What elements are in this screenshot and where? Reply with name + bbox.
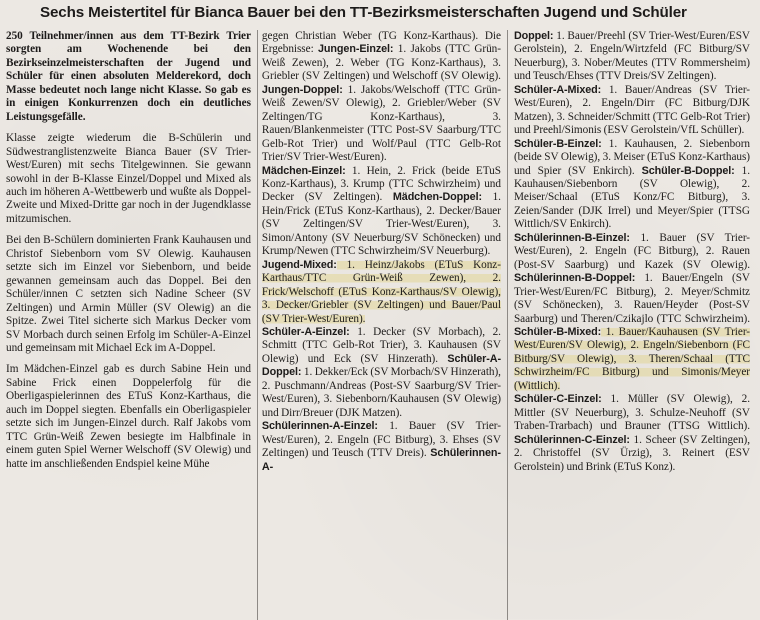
schuelerinnen-a-einzel-results: 1. Bauer (SV Trier-West/Euren), 2. Engeln (FC Bitburg), 3. Ehses (SV Zeltingen) und Teusch (TTV Dreis). — [261, 420, 501, 460]
results-schueler-c — [514, 393, 750, 474]
article-column-1 — [6, 30, 257, 620]
schuelerinnen-b-doppel-label: Schülerinnen-B-Doppel: — [513, 272, 636, 285]
article-paragraph-bianca-bauer: Klasse zeigte wiederum die B-Schülerin und Südwestranglistenzweite Bianca Bauer (SV Trier-West/Euren) mit sechs Titelgewinnen. Sie gewann sowohl in der B-Klasse Einzel/Doppel und Mixed als auch im höheren A-Wettbewerb und wußte als Doppel-Zweite und Mixed-Dritte gar noch in der Jugendklasse mitzumischen. — [6, 132, 251, 225]
maedchen-doppel-results: 1. Hein/Frick (ETuS Konz-Karthaus), 2. Decker/Bauer (SV Zeltingen/SV Trier-West/Euren), 3. Simon/Antony (SV Neuerburg/SV Schönecken) und Krump/Newen (TTC Schwirzheim/SV Neuerburg). — [261, 191, 501, 258]
jungen-einzel-results: 1. Jakobs (TTC Grün-Weiß Zewen), 2. Weber (TG Konz-Karthaus), 3. Griebler (SV Zeltingen) und Welschoff (SV Olewig). — [261, 43, 501, 83]
schuelerinnen-c-einzel-results: 1. Scheer (SV Zeltingen), 2. Christoffel (SV Ürzig), 3. Reinert (ESV Gerolstein) und Brink (ETuS Konz). — [513, 433, 750, 473]
schueler-a-doppel-results: 1. Dekker/Eck (SV Morbach/SV Hinzerath), 2. Puschmann/Andreas (Post-SV Saarburg/SV Trier-West/Euren), 3. Siebenborn/Kauhausen (SV Olewig) und Dirr/Breuer (DJK Matzen). — [261, 366, 501, 419]
schuelerinnen-b-einzel-label: Schülerinnen-B-Einzel: — [513, 231, 630, 244]
results-schueler-b — [514, 138, 750, 232]
schueler-c-einzel-results: 1. Müller (SV Olewig), 2. Mittler (SV Neuerburg), 3. Schulze-Neuhoff (SV Traben-Trarbach) und Brauner (TTSG Wittlich). — [513, 393, 750, 433]
results-schueler-a — [262, 326, 501, 420]
maedchen-einzel-results: 1. Hein, 2. Frick (beide ETuS Konz-Karthaus), 3. Krump (TTC Schwirzheim) und Decker (SV Zeltingen). — [261, 164, 501, 204]
article-paragraph-maedchen-jungen: Im Mädchen-Einzel gab es durch Sabine Hein und Sabine Frick einen Doppelerfolg für die Oberligaspielerinnen des ETuS Konz-Karthaus, die auch im Doppel siegten. Ebenfalls ein Oberligaspieler setzte sich im Jungen-Einzel durch. Ralf Jakobs vom TTC Grün-Weiß Zewen besiegte im Halbfinale in einem guten Spiel Werner Welschoff (SV Olewig) und hatte im anschließenden Endspiel keine Mühe — [6, 363, 251, 470]
results-intro — [262, 30, 501, 165]
jugend-mixed-label: Jugend-Mixed: — [261, 258, 337, 271]
results-schuelerinnen-a — [262, 420, 501, 474]
maedchen-doppel-label: Mädchen-Doppel: — [392, 191, 482, 204]
maedchen-einzel-label: Mädchen-Einzel: — [261, 164, 346, 177]
article-headline: Sechs Meistertitel für Bianca Bauer bei den TT-Bezirksmeisterschaften Jugend und Schüler — [40, 4, 687, 21]
results-schuelerinnen-a-doppel — [514, 30, 750, 84]
schueler-a-einzel-results: 1. Decker (SV Morbach), 2. Schmitt (TTC Gelb-Rot Trier), 3. Kauhausen (SV Olewig) und Eck (SV Hinzerath). — [261, 325, 501, 365]
schueler-b-einzel-results: 1. Kauhausen, 2. Siebenborn (beide SV Olewig), 3. Meiser (ETuS Konz-Karthaus) und Spier (SV Enkirch). — [513, 137, 750, 177]
jungen-einzel-label: Jungen-Einzel: — [318, 43, 394, 56]
schueler-c-einzel-label: Schüler-C-Einzel: — [513, 393, 602, 406]
article-paragraph-b-schueler: Bei den B-Schülern dominierten Frank Kauhausen und Christof Siebenborn vom SV Olewig. Kauhausen setzte sich im Einzel vor Siebenborn, und beide gewannen gemeinsam auch das Doppel. Bei den Schüler/innen C setzten sich Nadine Scheer (SV Zeltingen) und Armin Müller (SV Olewig) an die Spitze. Zwei Titel sicherte sich Markus Decker vom SV Morbach durch seinen Erfolg im Schüler-A-Einzel und gemeinsam mit Michael Eck im A-Doppel. — [6, 234, 251, 354]
schuelerinnen-b-einzel-results: 1. Bauer (SV Trier-West/Euren), 2. Engeln (FC Bitburg), 2. Rauen (Post-SV Saarburg) und Kazek (SV Olewig). — [513, 231, 750, 271]
results-maedchen — [262, 165, 501, 259]
schuelerinnen-a-doppel-results: 1. Bauer/Preehl (SV Trier-West/Euren/ESV Gerolstein), 2. Engeln/Wirtzfeld (FC Bitburg/SV Neuerburg), 3. Nober/Meutes (TTV Rommersheim) und Teusch/Ehses (TTV Dreis/SV Zeltingen). — [513, 30, 750, 83]
schueler-a-einzel-label: Schüler-A-Einzel: — [261, 325, 350, 338]
article-column-2 — [257, 30, 507, 620]
schueler-b-mixed-label: Schüler-B-Mixed: — [513, 325, 602, 338]
results-intro-text: gegen Christian Weber (TG Konz-Karthaus). Die Ergebnisse: — [261, 30, 501, 56]
jungen-doppel-label: Jungen-Doppel: — [261, 83, 343, 96]
schueler-b-mixed-results: 1. Bauer/Kauhausen (SV Trier-West/Euren/SV Olewig), 2. Engeln/Siebenborn (FC Bitburg/SV Olewig), 3. Theren/Schaal (TTC Schwirzheim/FC Bitburg) und Simonis/Meyer (Wittlich). — [513, 325, 750, 392]
results-schuelerinnen-b — [514, 232, 750, 393]
results-schueler-a-mixed — [514, 84, 750, 138]
schueler-a-mixed-results: 1. Bauer/Andreas (SV Trier-West/Euren), 2. Engeln/Dirr (FC Bitburg/DJK Matzen), 3. Schneider/Schmitt (TTC Gelb-Rot Trier) und Preehl/Simonis (ESV Gerolstein/VfL Schüller). — [513, 83, 750, 137]
schueler-b-doppel-results: 1. Kauhausen/Siebenborn (SV Olewig), 2. Meiser/Schaal (ETuS Konz/FC Bitburg), 3. Zeien/Sander (DJK Irrel) und Meyer/Spier (TTSG Wittlich/SV Enkirch). — [513, 164, 750, 231]
schueler-a-doppel-label: Schüler-A-Doppel: — [261, 352, 501, 379]
jungen-doppel-results: 1. Jakobs/Welschoff (TTC Grün-Weiß Zewen/SV Olewig), 2. Griebler/Weber (SV Zeltingen/TG Konz-Karthaus), 3. Rauen/Blankenmeister (TTC Post-SV Saarburg/TTC Gelb-Rot Trier) und Wolf/Paul (TTC Gelb-Rot Trier/SV Trier-West/Euren). — [261, 83, 501, 164]
results-jugend-mixed — [262, 259, 501, 326]
schueler-b-einzel-label: Schüler-B-Einzel: — [513, 137, 602, 150]
article-lead-paragraph: 250 Teilnehmer/innen aus dem TT-Bezirk Trier sorgten am Wochenende bei den Bezirkseinzelmeisterschaften der Jugend und Schüler für einen absoluten Melderekord, doch Masse bedeutet noch lange nicht Klasse. So gab es in einigen Konkurrenzen doch ein deutliches Leistungsgefälle. — [6, 30, 251, 123]
schuelerinnen-a-doppel-label-start: Schülerinnen-A- — [261, 447, 501, 473]
schuelerinnen-a-doppel-label: Doppel: — [513, 30, 554, 42]
schuelerinnen-b-doppel-results: 1. Bauer/Engeln (SV Trier-West/Euren/FC Bitburg), 2. Meyer/Schmitz (SV Schönecken), 3. Rauen/Heyder (Post-SV Saarburg) und Theren/Czikajlo (TTC Schwirzheim). — [513, 272, 750, 325]
jugend-mixed-results: 1. Heinz/Jakobs (ETuS Konz-Karthaus/TTC Grün-Weiß Zewen), 2. Frick/Welschoff (ETuS Konz-Karthaus/SV Olewig), 3. Decker/Griebler (SV Zeltingen) und Bauer/Paul (SV Trier-West/Euren). — [261, 258, 501, 325]
article-columns — [6, 30, 754, 620]
schueler-a-mixed-label: Schüler-A-Mixed: — [513, 83, 602, 96]
schueler-b-doppel-label: Schüler-B-Doppel: — [641, 164, 735, 177]
schuelerinnen-c-einzel-label: Schülerinnen-C-Einzel: — [513, 433, 630, 446]
schuelerinnen-a-einzel-label: Schülerinnen-A-Einzel: — [261, 420, 378, 433]
article-column-3 — [507, 30, 754, 620]
